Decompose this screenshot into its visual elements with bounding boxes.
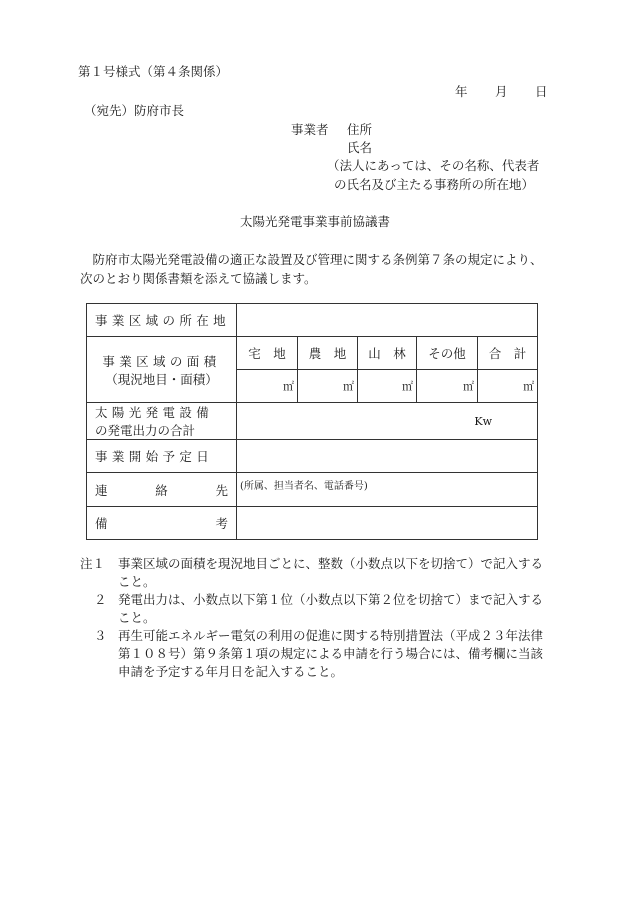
footnote-1 [80, 555, 550, 591]
unit-m2: ㎡ [463, 380, 474, 393]
footnote-number: ２ [94, 592, 107, 607]
body-paragraph: 防府市太陽光発電設備の適正な設置及び管理に関する条例第７条の規定により、次のとおり関係書類を添えて協議します。 [80, 252, 543, 286]
table-row [87, 507, 538, 540]
area-label-line-1: 事業区域の面積 [102, 353, 221, 369]
applicant-label: 事業者 [291, 122, 329, 137]
document-title: 太陽光発電事業事前協議書 [239, 214, 390, 229]
land-type-farmland: 農 地 [298, 337, 358, 370]
land-type-total: 合 計 [478, 337, 538, 370]
footnote-2 [80, 591, 550, 627]
unit-m2: ㎡ [523, 380, 535, 393]
land-type-residential: 宅 地 [237, 337, 298, 370]
start-date-label: 事業開始予定日 [87, 440, 237, 473]
form-number: 第１号様式（第４条関係） [78, 64, 229, 79]
table-row [87, 304, 538, 337]
consultation-table [86, 303, 538, 540]
date-month-label: 月 [495, 84, 508, 99]
area-residential-field[interactable] [237, 370, 298, 403]
contact-label: 連絡先 [87, 473, 237, 507]
output-field[interactable] [237, 403, 538, 440]
footnote-number: 注１ [80, 556, 106, 571]
start-date-field[interactable] [237, 440, 538, 473]
table-row [87, 440, 538, 473]
contact-field[interactable] [237, 473, 538, 507]
table-row [87, 473, 538, 507]
footnote-3 [80, 627, 550, 681]
table-row [87, 337, 538, 370]
footnote-text: 発電出力は、小数点以下第１位（小数点以下第２位を切捨て）まで記入すること。 [118, 592, 544, 625]
date-year-label: 年 [455, 84, 468, 99]
output-label-line-2: の発電出力の合計 [95, 423, 196, 438]
corp-note-line-1: （法人にあっては、その名称、代表者 [327, 158, 540, 173]
unit-kw: Kw [474, 414, 493, 428]
applicant-name-label: 氏名 [347, 140, 373, 155]
unit-m2: ㎡ [343, 380, 354, 393]
area-farmland-field[interactable] [298, 370, 358, 403]
area-label-line-2: （現況地目・面積） [105, 371, 218, 387]
addressee: （宛先）防府市長 [84, 103, 185, 118]
output-label-line-1: 太陽光発電設備 [95, 405, 214, 420]
footnote-text: 再生可能エネルギー電気の利用の促進に関する特別措置法（平成２３年法律第１０８号）第９条第１項の規定による申請を行う場合には、備考欄に当該申請を予定する年月日を記入すること。 [118, 628, 544, 679]
output-label [87, 403, 237, 440]
land-type-other: その他 [417, 337, 478, 370]
remarks-label: 備考 [87, 507, 237, 540]
area-other-field[interactable] [417, 370, 478, 403]
remarks-field[interactable] [237, 507, 538, 540]
area-label [87, 337, 237, 403]
date-day-label: 日 [535, 84, 548, 99]
footnotes [80, 555, 550, 681]
unit-m2: ㎡ [283, 380, 294, 393]
footnote-number: ３ [94, 628, 107, 643]
corp-note-line-2: の氏名及び主たる事務所の所在地） [334, 177, 535, 192]
area-forest-field[interactable] [358, 370, 417, 403]
location-field[interactable] [237, 304, 538, 337]
location-label: 事業区域の所在地 [87, 304, 237, 337]
applicant-address-label: 住所 [347, 122, 373, 137]
unit-m2: ㎡ [402, 380, 413, 393]
area-total-field[interactable] [478, 370, 538, 403]
contact-hint: (所属、担当者名、電話番号) [240, 481, 368, 492]
footnote-text: 事業区域の面積を現況地目ごとに、整数（小数点以下を切捨て）で記入すること。 [118, 556, 544, 589]
table-row [87, 403, 538, 440]
land-type-forest: 山 林 [358, 337, 417, 370]
